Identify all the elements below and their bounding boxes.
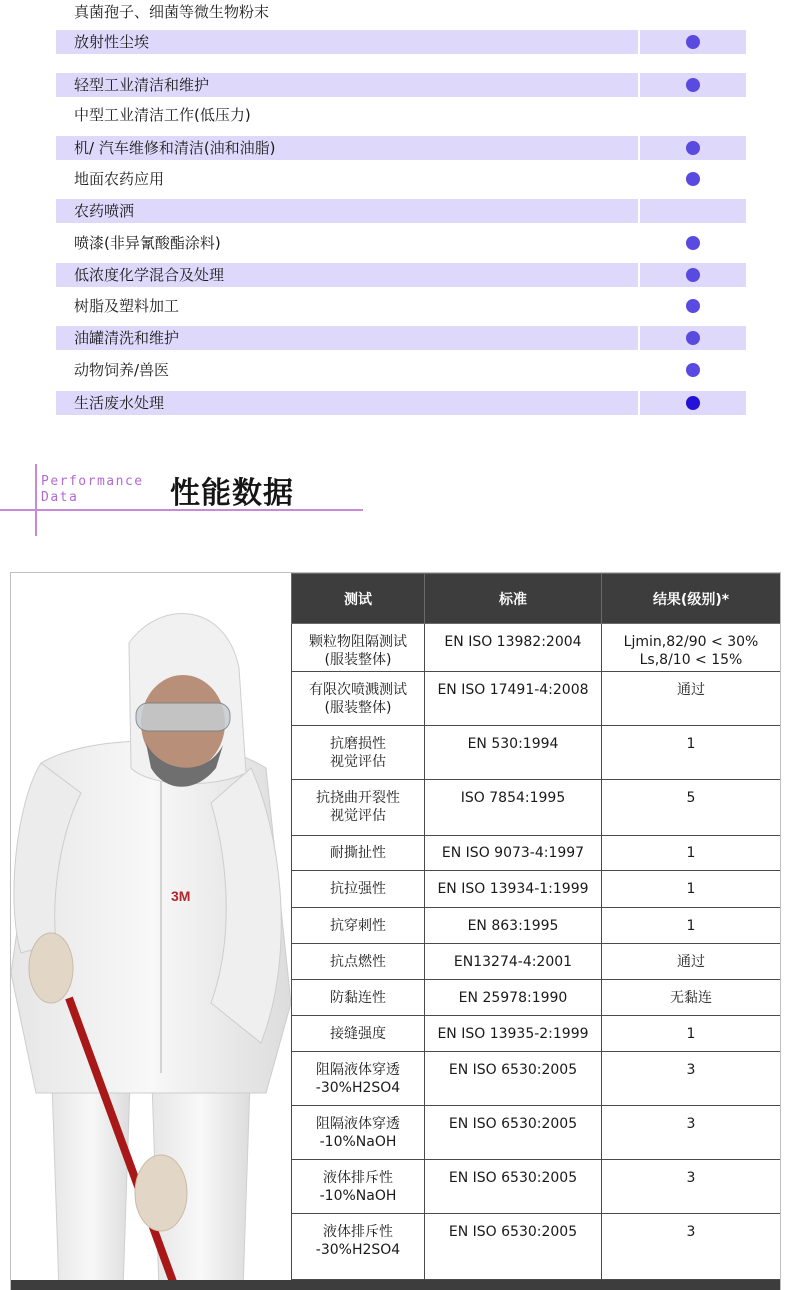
result-value: 5	[686, 790, 696, 806]
application-row	[56, 136, 746, 160]
result-value: 3	[686, 1224, 696, 1240]
heading-english-line2: Data	[41, 490, 79, 505]
application-mark-cell	[640, 30, 746, 54]
result-cell	[602, 624, 781, 672]
test-name: 有限次喷溅测试	[309, 682, 407, 698]
table-row	[292, 944, 781, 980]
application-row	[56, 294, 746, 318]
application-mark-cell	[640, 0, 746, 24]
application-mark-cell	[640, 136, 746, 160]
test-note: -10%NaOH	[319, 1188, 397, 1204]
application-label: 低浓度化学混合及处理	[56, 263, 638, 287]
standard-cell: EN ISO 9073-4:1997	[425, 836, 602, 871]
result-cell: 1	[602, 1016, 781, 1052]
table-row	[292, 780, 781, 836]
application-mark-cell	[640, 103, 746, 127]
application-mark-cell	[640, 391, 746, 415]
application-mark-cell	[640, 199, 746, 223]
table-row	[292, 1214, 781, 1280]
test-cell	[292, 726, 425, 780]
result-value: 3	[686, 1170, 696, 1186]
result-cell: 1	[602, 871, 781, 908]
application-mark-cell	[640, 231, 746, 255]
application-mark-cell	[640, 326, 746, 350]
standard-cell: EN ISO 6530:2005	[425, 1214, 602, 1280]
standard-cell: EN ISO 17491-4:2008	[425, 672, 602, 726]
application-row	[56, 263, 746, 287]
result-cell	[602, 1160, 781, 1214]
standard-cell: EN13274-4:2001	[425, 944, 602, 980]
standard-cell: EN 863:1995	[425, 908, 602, 944]
result-value: Ls,8/10 < 15%	[639, 652, 743, 668]
test-note: -30%H2SO4	[315, 1080, 401, 1096]
table-row	[292, 1052, 781, 1106]
worker-photo	[11, 573, 296, 1290]
application-row	[56, 103, 746, 127]
test-note: 视觉评估	[330, 754, 386, 770]
result-cell	[602, 672, 781, 726]
test-cell: 耐撕扯性	[292, 836, 425, 871]
application-label: 放射性尘埃	[56, 30, 638, 54]
result-cell	[602, 1106, 781, 1160]
suitable-dot-icon	[686, 141, 700, 155]
result-cell	[602, 1052, 781, 1106]
suitable-dot-icon	[686, 78, 700, 92]
heading-divider-vertical	[35, 464, 37, 536]
suitable-dot-icon	[686, 172, 700, 186]
header-standard: 标准	[425, 574, 602, 624]
test-note: 视觉评估	[330, 808, 386, 824]
standard-cell: EN ISO 6530:2005	[425, 1160, 602, 1214]
application-row	[56, 0, 746, 24]
table-header-row	[292, 574, 781, 624]
test-name: 液体排斥性	[323, 1224, 393, 1240]
suitable-dot-icon	[686, 35, 700, 49]
suitable-dot-icon	[686, 268, 700, 282]
table-row	[292, 1160, 781, 1214]
table-row	[292, 980, 781, 1016]
application-row	[56, 30, 746, 54]
application-row	[56, 231, 746, 255]
result-cell: 通过	[602, 944, 781, 980]
test-note: -30%H2SO4	[315, 1242, 401, 1258]
test-cell	[292, 780, 425, 836]
suitable-dot-icon	[686, 299, 700, 313]
result-value: 通过	[677, 682, 705, 698]
application-row	[56, 391, 746, 415]
test-note: -10%NaOH	[319, 1134, 397, 1150]
test-name: 颗粒物阻隔测试	[309, 634, 407, 650]
standard-cell: EN ISO 13935-2:1999	[425, 1016, 602, 1052]
table-row	[292, 1016, 781, 1052]
standard-cell: EN ISO 13934-1:1999	[425, 871, 602, 908]
test-cell	[292, 1052, 425, 1106]
application-label: 喷漆(非异氰酸酯涂料)	[74, 234, 221, 252]
table-row	[292, 726, 781, 780]
standard-cell: EN ISO 6530:2005	[425, 1106, 602, 1160]
test-name: 抗磨损性	[330, 736, 386, 752]
application-row	[56, 73, 746, 97]
application-mark-cell	[640, 294, 746, 318]
application-label: 真菌孢子、细菌等微生物粉末	[74, 3, 270, 21]
standard-cell: EN 25978:1990	[425, 980, 602, 1016]
result-value: 3	[686, 1116, 696, 1132]
application-mark-cell	[640, 73, 746, 97]
heading-english-line1: Performance	[41, 474, 144, 489]
section-heading	[0, 458, 380, 538]
test-cell	[292, 1160, 425, 1214]
brand-logo: 3M	[171, 888, 191, 904]
standard-cell: EN ISO 6530:2005	[425, 1052, 602, 1106]
application-label: 中型工业清洁工作(低压力)	[74, 106, 251, 124]
result-cell	[602, 780, 781, 836]
test-cell	[292, 624, 425, 672]
suitable-dot-icon	[686, 331, 700, 345]
header-result: 结果(级别)*	[602, 574, 781, 624]
application-label: 油罐清洗和维护	[56, 326, 638, 350]
header-test: 测试	[292, 574, 425, 624]
standard-cell: EN ISO 13982:2004	[425, 624, 602, 672]
result-value: 3	[686, 1062, 696, 1078]
test-name: 液体排斥性	[323, 1170, 393, 1186]
performance-panel	[10, 572, 781, 1290]
table-row	[292, 1106, 781, 1160]
application-row	[56, 199, 746, 223]
result-cell: 1	[602, 908, 781, 944]
table-row	[292, 871, 781, 908]
test-cell	[292, 1106, 425, 1160]
test-cell	[292, 1214, 425, 1280]
application-label: 农药喷洒	[56, 199, 638, 223]
test-name: 抗挠曲开裂性	[316, 790, 400, 806]
heading-english	[41, 474, 144, 506]
test-name: 阻隔液体穿透	[316, 1116, 400, 1132]
table-row	[292, 672, 781, 726]
standard-cell: EN 530:1994	[425, 726, 602, 780]
application-label: 轻型工业清洁和维护	[56, 73, 638, 97]
application-mark-cell	[640, 167, 746, 191]
result-cell: 无黏连	[602, 980, 781, 1016]
test-name: 阻隔液体穿透	[316, 1062, 400, 1078]
test-cell: 抗穿刺性	[292, 908, 425, 944]
heading-title: 性能数据	[170, 476, 294, 511]
application-label: 树脂及塑料加工	[74, 297, 180, 315]
application-mark-cell	[640, 263, 746, 287]
application-row	[56, 326, 746, 350]
result-cell: 1	[602, 836, 781, 871]
application-row	[56, 167, 746, 191]
result-value: Ljmin,82/90 < 30%	[623, 634, 759, 650]
test-cell: 接缝强度	[292, 1016, 425, 1052]
table-row	[292, 624, 781, 672]
test-cell: 防黏连性	[292, 980, 425, 1016]
result-cell	[602, 726, 781, 780]
table-row	[292, 836, 781, 871]
test-note: (服装整体)	[324, 652, 392, 668]
application-label: 地面农药应用	[74, 170, 165, 188]
suitable-dot-icon	[686, 363, 700, 377]
application-label: 动物饲养/兽医	[74, 361, 170, 379]
result-cell	[602, 1214, 781, 1280]
standard-cell: ISO 7854:1995	[425, 780, 602, 836]
application-row	[56, 358, 746, 382]
test-cell	[292, 672, 425, 726]
test-note: (服装整体)	[324, 700, 392, 716]
test-cell: 抗点燃性	[292, 944, 425, 980]
application-label: 机/ 汽车维修和清洁(油和油脂)	[56, 136, 638, 160]
performance-table	[291, 573, 781, 1280]
test-cell: 抗拉强性	[292, 871, 425, 908]
suitable-dot-icon	[686, 236, 700, 250]
application-mark-cell	[640, 358, 746, 382]
result-value: 1	[686, 736, 696, 752]
table-row	[292, 908, 781, 944]
application-label: 生活废水处理	[56, 391, 638, 415]
suitable-dot-icon	[686, 396, 700, 410]
